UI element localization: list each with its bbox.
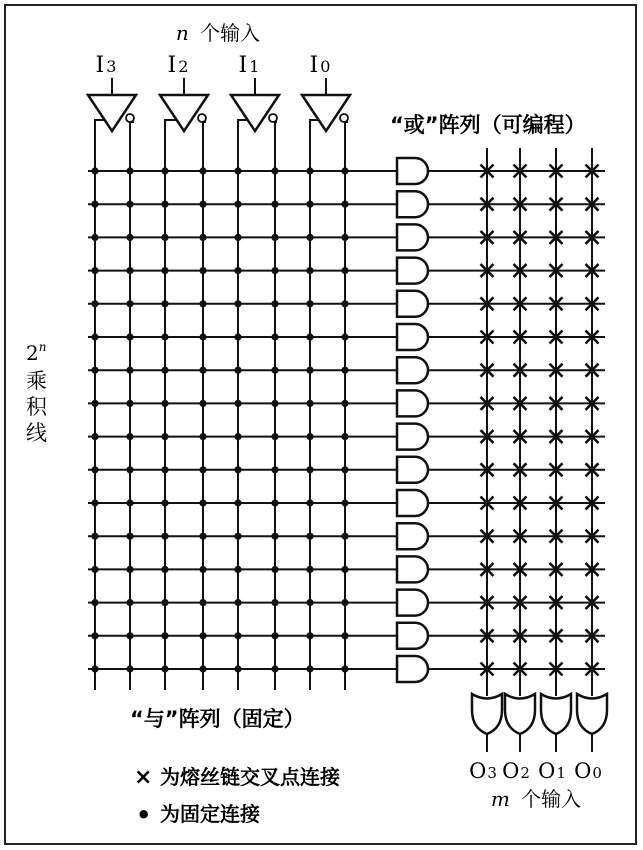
fixed-connection-dot	[234, 267, 241, 274]
fixed-connection-dot	[199, 566, 206, 573]
buffer-triangle	[160, 95, 208, 131]
or-array-label: “或”阵列（可编程）	[390, 113, 586, 137]
and-gate-icon	[397, 258, 428, 284]
fixed-connection-dot	[271, 267, 278, 274]
fixed-connection-dot	[199, 400, 206, 407]
fixed-connection-dot	[341, 599, 348, 606]
fixed-connection-dot	[161, 533, 168, 540]
outputs-title	[491, 787, 581, 811]
fixed-connection-dot	[234, 400, 241, 407]
inputs-title-text: 个输入	[200, 21, 261, 45]
fixed-connection-dot	[91, 267, 98, 274]
fixed-connection-dot	[271, 665, 278, 672]
fixed-connection-dot	[234, 367, 241, 374]
and-array-label: “与”阵列（固定）	[130, 707, 305, 731]
fixed-connection-dot	[306, 599, 313, 606]
fixed-connection-dot	[234, 665, 241, 672]
fixed-connection-dot	[234, 333, 241, 340]
fixed-connection-dot	[91, 466, 98, 473]
fixed-connection-dot	[271, 167, 278, 174]
fixed-connection-dot	[234, 599, 241, 606]
fixed-connection-dot	[161, 234, 168, 241]
fixed-connection-dot	[341, 499, 348, 506]
fixed-connection-dot	[341, 201, 348, 208]
fixed-connection-dot	[126, 599, 133, 606]
and-gate-icon	[397, 191, 428, 217]
fixed-connection-dot	[161, 466, 168, 473]
fixed-connection-dot	[91, 499, 98, 506]
fixed-connection-dot	[161, 267, 168, 274]
fixed-connection-dot	[161, 300, 168, 307]
fixed-connection-dot	[271, 300, 278, 307]
fixed-connection-dot	[91, 566, 98, 573]
fixed-connection-dot	[271, 234, 278, 241]
fixed-connection-dot	[306, 300, 313, 307]
fixed-connection-dot	[91, 665, 98, 672]
fixed-connection-dot	[91, 599, 98, 606]
fixed-connection-dot	[306, 533, 313, 540]
fixed-connection-dot	[306, 499, 313, 506]
fixed-connection-dot	[126, 499, 133, 506]
product-lines-char-3: 线	[26, 421, 47, 445]
fixed-connection-dot	[126, 665, 133, 672]
fixed-connection-dot	[161, 499, 168, 506]
input-true-link	[310, 120, 318, 122]
fixed-connection-dot	[161, 632, 168, 639]
legend-dot-text: 为固定连接	[160, 802, 260, 826]
input-true-link	[165, 120, 176, 122]
and-gate-icon	[397, 324, 428, 350]
fixed-connection-dot	[234, 466, 241, 473]
fixed-connection-dot	[161, 566, 168, 573]
input-true-link	[238, 120, 247, 122]
or-gate-icon	[505, 694, 535, 734]
fixed-connection-dot	[126, 367, 133, 374]
fixed-connection-dot	[199, 466, 206, 473]
fixed-connection-dot	[126, 167, 133, 174]
and-gates	[397, 158, 605, 682]
fixed-connection-dot	[126, 533, 133, 540]
fixed-connection-dot	[306, 234, 313, 241]
fixed-connection-dot	[341, 665, 348, 672]
and-gate-icon	[397, 158, 428, 184]
fixed-connection-dot	[306, 466, 313, 473]
output-labels	[469, 759, 602, 783]
fixed-connection-dot	[234, 632, 241, 639]
inverter-bubble	[269, 114, 277, 122]
fixed-connection-dot	[91, 433, 98, 440]
fixed-connection-dot	[234, 234, 241, 241]
fixed-connection-dot	[91, 367, 98, 374]
fixed-connection-dot	[341, 400, 348, 407]
fixed-connection-dot	[234, 433, 241, 440]
fixed-connection-dot	[199, 333, 206, 340]
output-label-0: O3	[469, 759, 497, 783]
fixed-connection-dot	[271, 400, 278, 407]
fixed-connection-dot	[161, 333, 168, 340]
fixed-connection-dot	[341, 333, 348, 340]
fixed-connection-dot	[91, 300, 98, 307]
fixed-connection-dot	[271, 433, 278, 440]
and-gate-icon	[397, 590, 428, 616]
or-gates	[472, 694, 607, 752]
fixed-connection-dot	[271, 466, 278, 473]
fixed-connection-dot	[306, 167, 313, 174]
fixed-connection-dot	[91, 632, 98, 639]
input-labels	[96, 53, 331, 95]
output-label-2: O1	[538, 759, 566, 783]
fixed-connection-dot	[91, 333, 98, 340]
fixed-connection-dot	[341, 367, 348, 374]
and-gate-icon	[397, 224, 428, 250]
fixed-connection-dot	[199, 234, 206, 241]
fixed-connection-dot	[199, 367, 206, 374]
fixed-connection-dot	[341, 433, 348, 440]
fixed-connection-dot	[271, 632, 278, 639]
output-label-1: O2	[502, 759, 530, 783]
fixed-connection-dot	[161, 433, 168, 440]
product-lines-char-2: 积	[26, 395, 47, 419]
fixed-connection-dot	[271, 201, 278, 208]
fixed-connection-dot	[199, 267, 206, 274]
fixed-connection-dot	[306, 566, 313, 573]
or-gate-icon	[577, 694, 607, 734]
fixed-connection-dot	[161, 201, 168, 208]
fixed-connection-dot	[126, 632, 133, 639]
fixed-connection-dot	[234, 201, 241, 208]
fixed-connection-dot	[161, 665, 168, 672]
fixed-connection-dot	[341, 632, 348, 639]
and-gate-icon	[397, 556, 428, 582]
or-gate-icon	[541, 694, 571, 734]
outputs-title-var: m	[490, 787, 510, 811]
inverter-bubble	[126, 114, 134, 122]
fixed-connection-dot	[341, 300, 348, 307]
and-array	[88, 167, 397, 672]
fixed-connection-dot	[126, 201, 133, 208]
fixed-connection-dot	[341, 533, 348, 540]
fixed-connection-dot	[91, 234, 98, 241]
product-lines-char-1: 乘	[26, 369, 47, 393]
inputs-title	[176, 21, 260, 45]
fixed-connection-dot	[306, 632, 313, 639]
input-label-0: I 3	[95, 53, 117, 78]
inverter-bubble	[340, 114, 348, 122]
fixed-connection-dot	[126, 333, 133, 340]
fixed-connection-dot	[234, 300, 241, 307]
fixed-connection-dot	[91, 201, 98, 208]
fixed-connection-dot	[234, 167, 241, 174]
output-label-3: O0	[574, 759, 602, 783]
fixed-connection-dot	[91, 167, 98, 174]
fixed-connection-dot	[161, 367, 168, 374]
fixed-connection-dot	[234, 533, 241, 540]
and-gate-icon	[397, 656, 428, 682]
fixed-connection-dot	[341, 167, 348, 174]
product-lines-base: 2$^n$	[26, 340, 47, 365]
or-gate-icon	[472, 694, 502, 734]
and-gate-icon	[397, 357, 428, 383]
fixed-connection-dot	[271, 333, 278, 340]
fixed-connection-dot	[341, 267, 348, 274]
input-label-2: I 1	[238, 53, 260, 78]
legend-cross-symbol: ×	[134, 765, 153, 790]
fixed-connection-dot	[126, 300, 133, 307]
fixed-connection-dot	[306, 665, 313, 672]
fixed-connection-dot	[161, 599, 168, 606]
fixed-connection-dot	[126, 400, 133, 407]
fixed-connection-dot	[199, 632, 206, 639]
fixed-connection-dot	[199, 665, 206, 672]
fixed-connection-dot	[91, 533, 98, 540]
fixed-connection-dot	[306, 333, 313, 340]
legend-cross-text: 为熔丝链交叉点连接	[160, 765, 340, 789]
or-array	[481, 148, 599, 696]
fixed-connection-dot	[199, 433, 206, 440]
fixed-connection-dot	[271, 533, 278, 540]
outputs-title-text: 个输入	[521, 787, 582, 811]
fixed-connection-dot	[161, 167, 168, 174]
and-gate-icon	[397, 424, 428, 450]
input-true-link	[95, 120, 104, 122]
fixed-connection-dot	[91, 400, 98, 407]
fixed-connection-dot	[341, 234, 348, 241]
fixed-connection-dot	[199, 599, 206, 606]
fixed-connection-dot	[234, 499, 241, 506]
fixed-connection-dot	[271, 499, 278, 506]
fixed-connection-dot	[126, 234, 133, 241]
and-gate-icon	[397, 390, 428, 416]
fixed-connection-dot	[161, 400, 168, 407]
inverter-bubble	[198, 114, 206, 122]
fixed-connection-dot	[271, 367, 278, 374]
fixed-connection-dot	[271, 599, 278, 606]
input-label-1: I 2	[167, 53, 189, 78]
fixed-connection-dot	[306, 267, 313, 274]
fixed-connection-dot	[126, 466, 133, 473]
input-label-3: I 0	[309, 53, 331, 78]
fixed-connection-dot	[199, 201, 206, 208]
fixed-connection-dot	[306, 367, 313, 374]
legend	[134, 765, 341, 829]
fixed-connection-dot	[199, 533, 206, 540]
and-gate-icon	[397, 291, 428, 317]
fixed-connection-dot	[306, 201, 313, 208]
fixed-connection-dot	[341, 466, 348, 473]
and-gate-icon	[397, 490, 428, 516]
fixed-connection-dot	[126, 433, 133, 440]
legend-dot-symbol: •	[136, 801, 152, 829]
inputs-title-var: n	[175, 21, 189, 45]
product-lines-label	[26, 340, 48, 445]
fixed-connection-dot	[126, 267, 133, 274]
fixed-connection-dot	[234, 566, 241, 573]
fixed-connection-dot	[271, 566, 278, 573]
fixed-connection-dot	[341, 566, 348, 573]
and-gate-icon	[397, 523, 428, 549]
and-gate-icon	[397, 623, 428, 649]
and-gate-icon	[397, 457, 428, 483]
fixed-connection-dot	[306, 433, 313, 440]
fixed-connection-dot	[306, 400, 313, 407]
fixed-connection-dot	[199, 167, 206, 174]
fixed-connection-dot	[199, 300, 206, 307]
fixed-connection-dot	[126, 566, 133, 573]
fixed-connection-dot	[199, 499, 206, 506]
